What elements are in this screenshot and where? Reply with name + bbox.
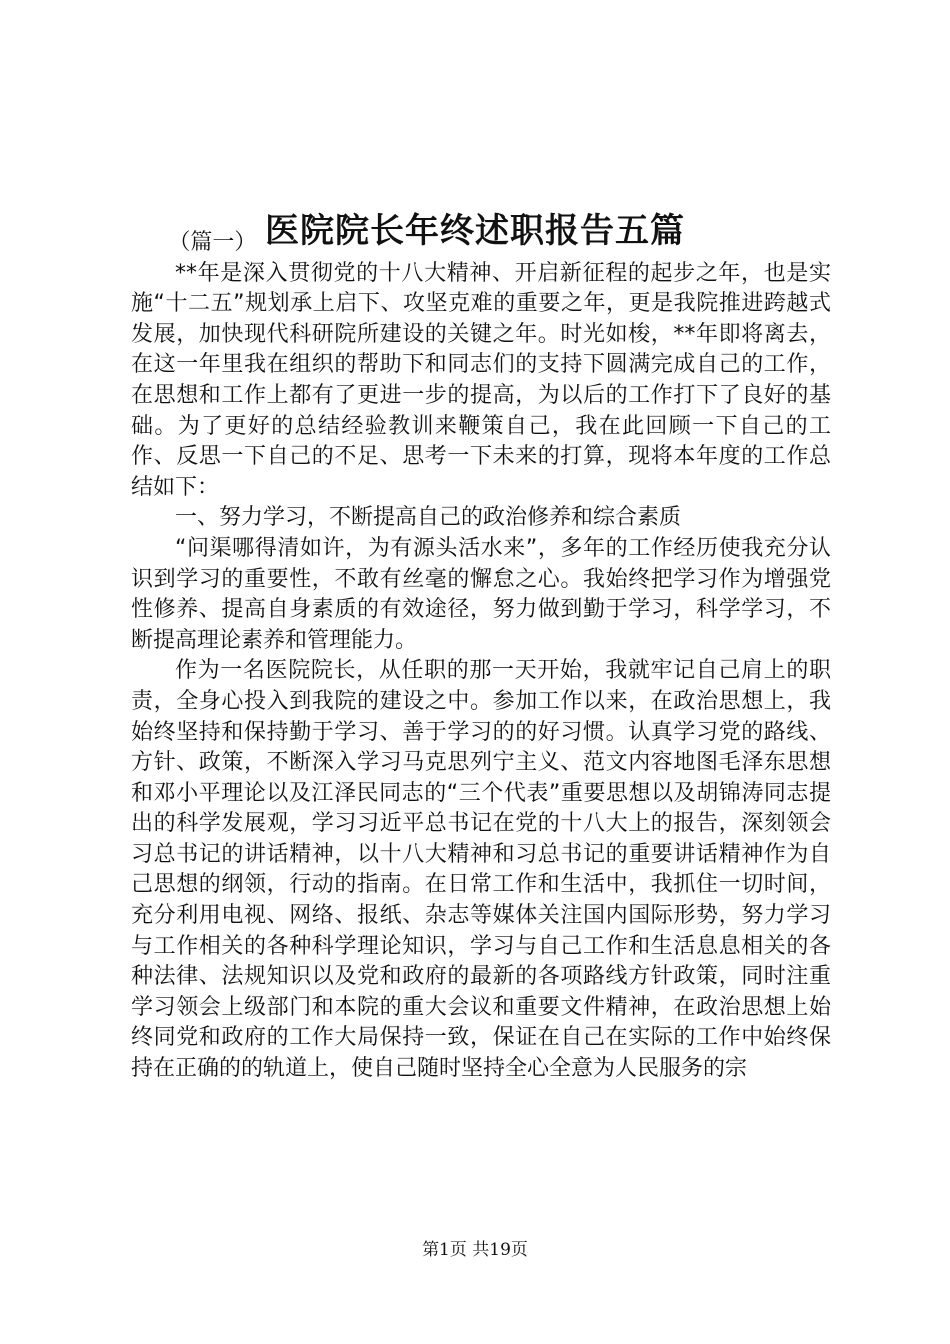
page-number: 第1页 共19页: [422, 1240, 528, 1260]
paragraph-intro: **年是深入贯彻党的十八大精神、开启新征程的起步之年，也是实施“十二五”规划承上启下、攻坚克难的重要之年，更是我院推进跨越式发展，加快现代科研院所建设的关键之年。时光如梭，**年即将离去，在这一年里我在组织的帮助下和同志们的支持下圆满完成自己的工作，在思想和工作上都有了更进一步的提高，为以后的工作打下了良好的基础。为了更好的总结经验教训来鞭策自己，我在此回顾一下自己的工作、反思一下自己的不足、思考一下未来的打算，现将本年度的工作总结如下：: [131, 260, 831, 500]
section-tag: （篇一）: [168, 230, 257, 255]
paragraph-quote: “问渠哪得清如许，为有源头活水来”，多年的工作经历使我充分认识到学习的重要性，不敢有丝毫的懈怠之心。我始终把学习作为增强党性修养、提高自身素质的有效途径，努力做到勤于学习，科学学习，不断提高理论素养和管理能力。: [131, 535, 831, 653]
section-heading: 一、努力学习，不断提高自己的政治修养和综合素质: [175, 505, 682, 531]
paragraph-study: 作为一名医院院长，从任职的那一天开始，我就牢记自己肩上的职责，全身心投入到我院的建设之中。参加工作以来，在政治思想上，我始终坚持和保持勤于学习、善于学习的的好习惯。认真学习党的路线、方针、政策，不断深入学习马克思列宁主义、范文内容地图毛泽东思想和邓小平理论以及江泽民同志的“三个代表”重要思想以及胡锦涛同志提出的科学发展观，学习习近平总书记在党的十八大上的报告，深刻领会习总书记的讲话精神，以十八大精神和习总书记的重要讲话精神作为自己思想的纲领，行动的指南。在日常工作和生活中，我抓住一切时间，充分利用电视、网络、报纸、杂志等媒体关注国内国际形势，努力学习与工作相关的各种科学理论知识，学习与自己工作和生活息息相关的各种法律、法规知识以及党和政府的最新的各项路线方针政策，同时注重学习领会上级部门和本院的重大会议和重要文件精神，在政治思想上始终同党和政府的工作大局保持一致，保证在自己在实际的工作中始终保持在正确的的轨道上，使自己随时坚持全心全意为人民服务的宗: [131, 658, 831, 1082]
document-title: 医院院长年终述职报告五篇: [265, 210, 685, 251]
document-body: [131, 228, 831, 1085]
